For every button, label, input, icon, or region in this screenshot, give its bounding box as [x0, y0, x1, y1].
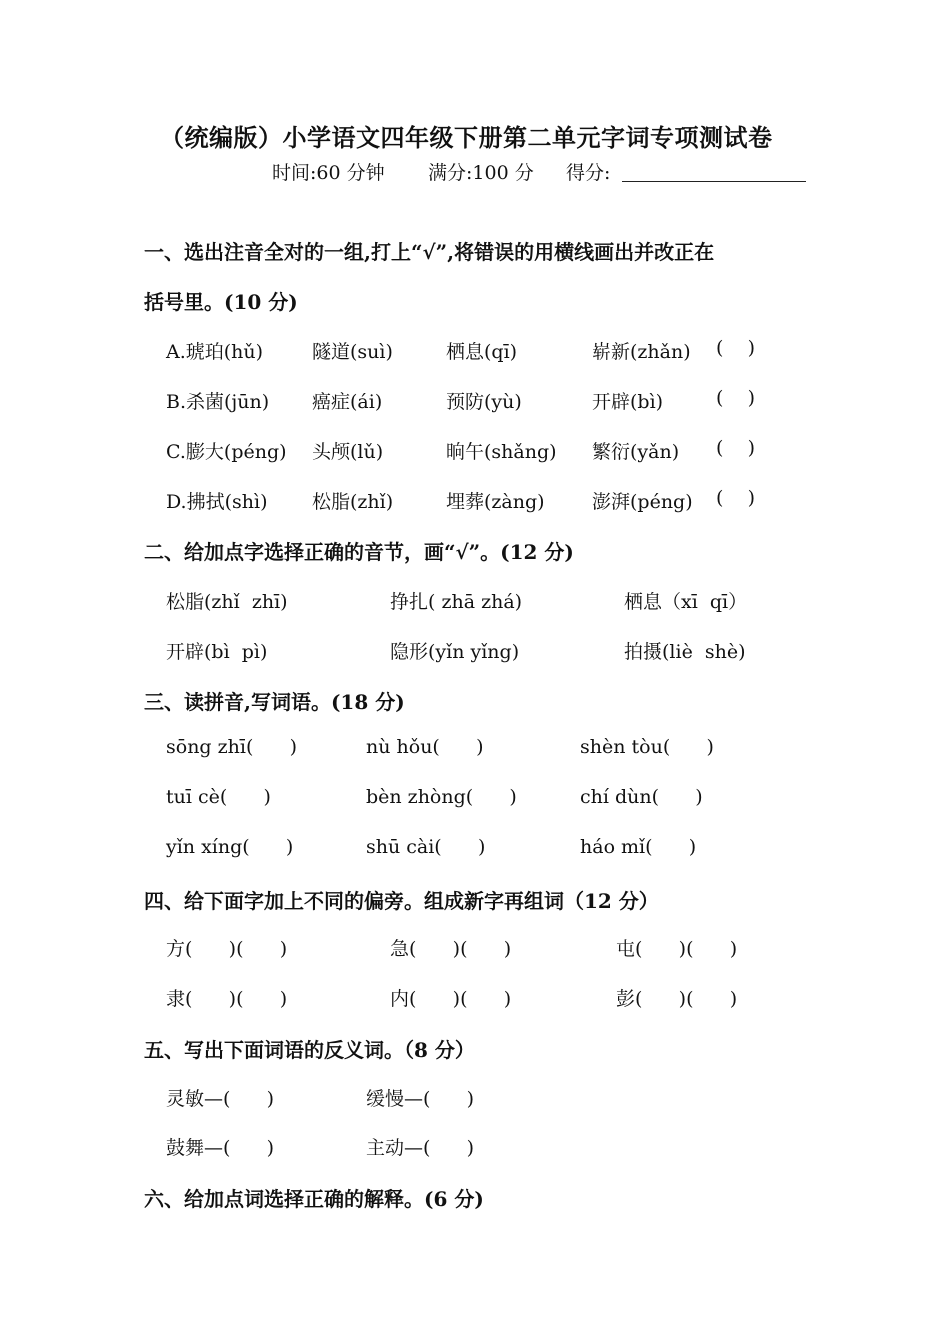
s5-item[interactable]: 主动—( ): [366, 1137, 475, 1159]
s5-item[interactable]: 灵敏—( ): [166, 1088, 275, 1110]
s3-item[interactable]: shèn tòu( ): [580, 736, 714, 758]
s1-b-1: B.杀菌(jūn): [166, 391, 270, 413]
s1-c-3: 晌午(shǎng): [446, 441, 557, 463]
s4-item[interactable]: 彭( )( ): [616, 988, 738, 1010]
s5-item[interactable]: 缓慢—( ): [366, 1088, 475, 1110]
s1-b-4: 开辟(bì): [592, 391, 664, 413]
s1-d-answer[interactable]: ( ): [716, 487, 755, 509]
s1-d-2: 松脂(zhǐ): [312, 491, 394, 513]
s4-item[interactable]: 方( )( ): [166, 938, 288, 960]
section-3-heading: 三、读拼音,写词语。(18 分): [144, 690, 405, 714]
s2-item[interactable]: 松脂(zhǐ zhī): [166, 591, 288, 613]
s1-d-1: D.拂拭(shì): [166, 491, 268, 513]
s2-item[interactable]: 开辟(bì pì): [166, 641, 268, 663]
s3-item[interactable]: háo mǐ( ): [580, 836, 697, 858]
full-score-label: 满分:100 分: [428, 162, 534, 184]
section-5-heading: 五、写出下面词语的反义词。（8 分）: [144, 1038, 475, 1062]
s2-item[interactable]: 挣扎( zhā zhá): [390, 591, 523, 613]
s2-item[interactable]: 隐形(yǐn yǐng): [390, 641, 520, 663]
s3-item[interactable]: bèn zhòng( ): [366, 786, 517, 808]
s1-b-2: 癌症(ái): [312, 391, 383, 413]
s3-item[interactable]: yǐn xíng( ): [166, 836, 294, 858]
s1-a-4: 崭新(zhǎn): [592, 341, 691, 363]
s4-item[interactable]: 隶( )( ): [166, 988, 288, 1010]
s1-a-3: 栖息(qī): [446, 341, 518, 363]
section-2-heading: 二、给加点字选择正确的音节，画“√”。(12 分): [144, 540, 574, 564]
s3-item[interactable]: shū cài( ): [366, 836, 486, 858]
s1-a-2: 隧道(suì): [312, 341, 393, 363]
s1-c-answer[interactable]: ( ): [716, 437, 755, 459]
s4-item[interactable]: 急( )( ): [390, 938, 512, 960]
score-label: 得分:: [566, 162, 611, 184]
section-4-heading: 四、给下面字加上不同的偏旁。组成新字再组词（12 分）: [144, 889, 659, 913]
s1-b-answer[interactable]: ( ): [716, 387, 755, 409]
s1-c-2: 头颅(lǔ): [312, 441, 384, 463]
s1-c-1: C.膨大(péng): [166, 441, 287, 463]
s2-item[interactable]: 栖息（xī qī）: [624, 591, 748, 613]
section-6-heading: 六、给加点词选择正确的解释。(6 分): [144, 1187, 484, 1211]
s1-c-4: 繁衍(yǎn): [592, 441, 680, 463]
s1-a-answer[interactable]: ( ): [716, 337, 755, 359]
s1-b-3: 预防(yù): [446, 391, 522, 413]
s1-a-1: A.琥珀(hǔ): [166, 341, 264, 363]
s3-item[interactable]: chí dùn( ): [580, 786, 703, 808]
section-1-heading-line1: 一、选出注音全对的一组,打上“√”,将错误的用横线画出并改正在: [144, 240, 715, 264]
section-1-heading-line2: 括号里。(10 分): [144, 290, 298, 314]
time-label: 时间:60 分钟: [272, 162, 385, 184]
score-blank[interactable]: [622, 181, 806, 182]
page-title: （统编版）小学语文四年级下册第二单元字词专项测试卷: [160, 123, 773, 152]
s1-d-3: 埋葬(zàng): [446, 491, 545, 513]
s3-item[interactable]: nù hǒu( ): [366, 736, 484, 758]
s4-item[interactable]: 内( )( ): [390, 988, 512, 1010]
s2-item[interactable]: 拍摄(liè shè): [624, 641, 746, 663]
s3-item[interactable]: sōng zhī( ): [166, 736, 298, 758]
s3-item[interactable]: tuī cè( ): [166, 786, 271, 808]
s4-item[interactable]: 屯( )( ): [616, 938, 738, 960]
s5-item[interactable]: 鼓舞—( ): [166, 1137, 275, 1159]
s1-d-4: 澎湃(péng): [592, 491, 693, 513]
